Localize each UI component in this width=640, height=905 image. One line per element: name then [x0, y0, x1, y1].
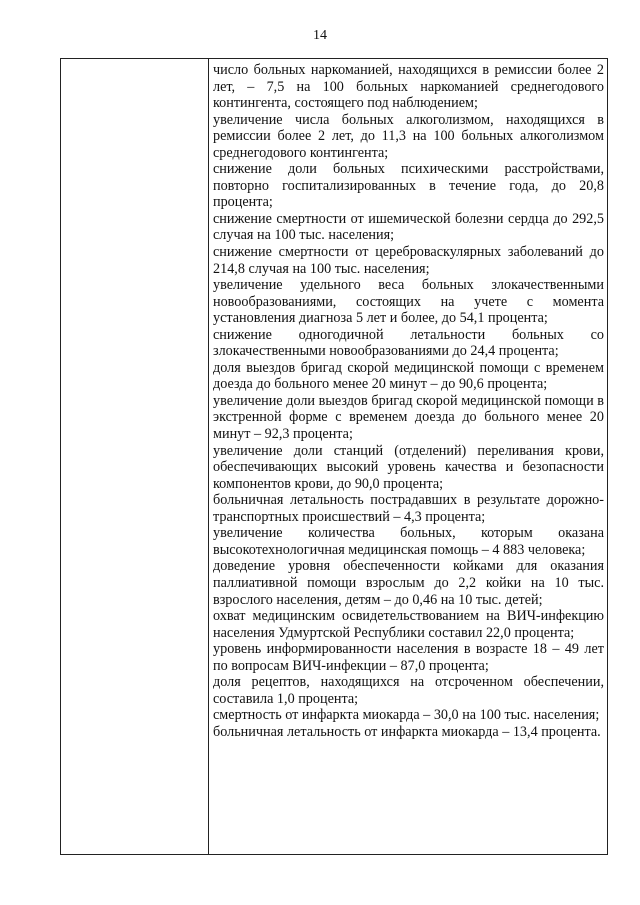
- indicator-item: снижение доли больных психическими расстройствами, повторно госпитализированных в течение года, до 20,8 процента;: [213, 161, 604, 211]
- indicators-table: [60, 58, 608, 855]
- indicator-item: снижение смертности от цереброваскулярных заболеваний до 214,8 случая на 100 тыс. населения;: [213, 244, 604, 277]
- indicator-item: число больных наркоманией, находящихся в ремиссии более 2 лет, – 7,5 на 100 больных наркоманией среднегодового контингента, состоящего под наблюдением;: [213, 62, 604, 112]
- indicator-item: увеличение доли выездов бригад скорой медицинской помощи в экстренной форме с временем доезда до больного менее 20 минут – 92,3 процента;: [213, 392, 604, 443]
- indicator-item: доля выездов бригад скорой медицинской помощи с временем доезда до больного менее 20 минут – до 90,6 процента;: [213, 359, 604, 393]
- indicator-item: увеличение доли станций (отделений) переливания крови, обеспечивающих высокий уровень качества и безопасности компонентов крови, до 90,0 процента;: [213, 442, 604, 492]
- indicator-item: увеличение числа больных алкоголизмом, находящихся в ремиссии более 2 лет, до 11,3 на 100 больных алкоголизмом среднегодового контингента;: [213, 111, 604, 161]
- indicator-item: больничная летальность от инфаркта миокарда – 13,4 процента.: [213, 723, 601, 740]
- indicator-item: смертность от инфаркта миокарда – 30,0 на 100 тыс. населения;: [213, 707, 600, 724]
- indicator-item: снижение смертности от ишемической болезни сердца до 292,5 случая на 100 тыс. населения;: [213, 210, 604, 244]
- table-left-cell: [61, 59, 209, 854]
- indicator-item: увеличение количества больных, которым оказана высокотехнологичная медицинская помощь – 4 883 человека;: [213, 525, 604, 558]
- indicator-item: уровень информированности населения в возрасте 18 – 49 лет по вопросам ВИЧ-инфекции – 87,0 процента;: [213, 641, 604, 674]
- indicator-item: доля рецептов, находящихся на отсроченном обеспечении, составила 1,0 процента;: [213, 674, 604, 707]
- indicator-item: больничная летальность пострадавших в результате дорожно-транспортных происшествий – 4,3 процента;: [213, 492, 604, 525]
- indicator-item: увеличение удельного веса больных злокачественными новообразованиями, состоящих на учете с момента установления диагноза 5 лет и более, до 54,1 процента;: [213, 277, 604, 327]
- indicator-item: доведение уровня обеспеченности койками для оказания паллиативной помощи взрослым до 2,2 койки на 10 тыс. взрослого населения, детям – до 0,46 на 10 тыс. детей;: [213, 558, 604, 608]
- page-number: 14: [313, 28, 327, 43]
- indicator-item: охват медицинским освидетельствованием на ВИЧ-инфекцию населения Удмуртской Республики составил 22,0 процента;: [213, 608, 604, 641]
- table-right-cell: [213, 62, 604, 740]
- indicator-item: снижение одногодичной летальности больных со злокачественными новообразованиями до 24,4 процента;: [213, 326, 604, 360]
